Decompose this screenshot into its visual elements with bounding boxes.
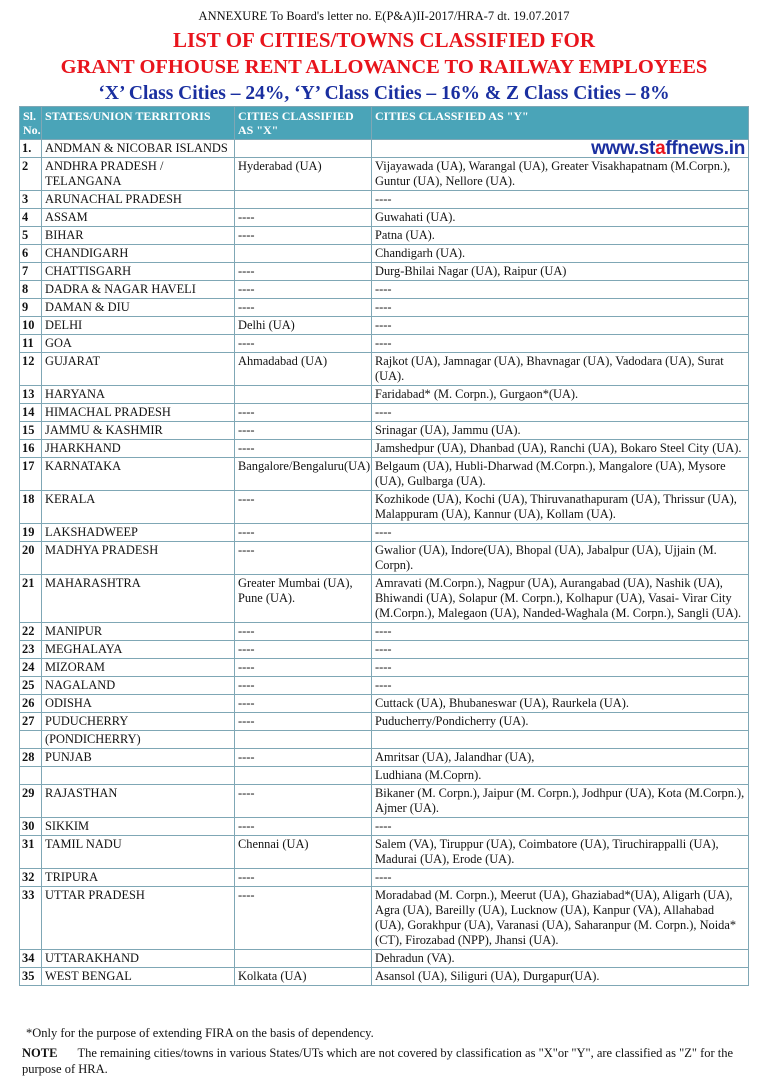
header-state: STATES/UNION TERRITORIS bbox=[42, 107, 235, 140]
table-row bbox=[20, 542, 749, 575]
table-row bbox=[20, 968, 749, 986]
table-row bbox=[20, 767, 749, 785]
row-x-cities: ---- bbox=[235, 335, 372, 353]
row-x-cities: ---- bbox=[235, 263, 372, 281]
row-x-cities bbox=[235, 767, 372, 785]
row-y-cities: ---- bbox=[372, 299, 749, 317]
row-y-cities: ---- bbox=[372, 869, 749, 887]
row-y-cities: Amritsar (UA), Jalandhar (UA), bbox=[372, 749, 749, 767]
row-sl-no: 8 bbox=[20, 281, 42, 299]
row-sl-no: 22 bbox=[20, 623, 42, 641]
row-state: ODISHA bbox=[42, 695, 235, 713]
row-y-cities: Kozhikode (UA), Kochi (UA), Thiruvanathapuram (UA), Thrissur (UA), Malappuram (UA), Kannur (UA), Kollam (UA). bbox=[372, 491, 749, 524]
row-y-cities: Faridabad* (M. Corpn.), Gurgaon*(UA). bbox=[372, 386, 749, 404]
row-sl-no: 11 bbox=[20, 335, 42, 353]
row-sl-no: 23 bbox=[20, 641, 42, 659]
row-state: GUJARAT bbox=[42, 353, 235, 386]
row-x-cities: ---- bbox=[235, 641, 372, 659]
table-row bbox=[20, 263, 749, 281]
row-sl-no: 21 bbox=[20, 575, 42, 623]
row-y-cities: Salem (VA), Tiruppur (UA), Coimbatore (UA), Tiruchirappalli (UA), Madurai (UA), Erode (UA). bbox=[372, 836, 749, 869]
row-sl-no: 28 bbox=[20, 749, 42, 767]
row-y-cities: Guwahati (UA). bbox=[372, 209, 749, 227]
row-state: ANDHRA PRADESH / TELANGANA bbox=[42, 158, 235, 191]
annexure-reference: ANNEXURE To Board's letter no. E(P&A)II-2017/HRA-7 dt. 19.07.2017 bbox=[198, 9, 570, 23]
row-sl-no bbox=[20, 767, 42, 785]
row-sl-no: 7 bbox=[20, 263, 42, 281]
watermark-prefix: www.st bbox=[591, 138, 656, 159]
table-row bbox=[20, 677, 749, 695]
table-row bbox=[20, 191, 749, 209]
row-y-cities: ---- bbox=[372, 191, 749, 209]
row-state: MEGHALAYA bbox=[42, 641, 235, 659]
row-x-cities: Delhi (UA) bbox=[235, 317, 372, 335]
table-row bbox=[20, 353, 749, 386]
row-state bbox=[42, 767, 235, 785]
row-y-cities: Durg-Bhilai Nagar (UA), Raipur (UA) bbox=[372, 263, 749, 281]
table-row bbox=[20, 659, 749, 677]
table-row bbox=[20, 623, 749, 641]
row-x-cities: Greater Mumbai (UA), Pune (UA). bbox=[235, 575, 372, 623]
row-state: WEST BENGAL bbox=[42, 968, 235, 986]
row-x-cities: ---- bbox=[235, 281, 372, 299]
table-row bbox=[20, 818, 749, 836]
row-x-cities: ---- bbox=[235, 623, 372, 641]
row-state: NAGALAND bbox=[42, 677, 235, 695]
watermark-mid: a bbox=[655, 138, 666, 159]
row-sl-no: 27 bbox=[20, 713, 42, 731]
row-x-cities bbox=[235, 191, 372, 209]
table-header-row bbox=[20, 107, 749, 140]
row-y-cities: Rajkot (UA), Jamnagar (UA), Bhavnagar (UA), Vadodara (UA), Surat (UA). bbox=[372, 353, 749, 386]
row-x-cities: ---- bbox=[235, 749, 372, 767]
row-sl-no: 34 bbox=[20, 950, 42, 968]
row-state: UTTAR PRADESH bbox=[42, 887, 235, 950]
row-sl-no: 15 bbox=[20, 422, 42, 440]
table-row bbox=[20, 869, 749, 887]
row-y-cities: Vijayawada (UA), Warangal (UA), Greater Visakhapatnam (M.Corpn.), Guntur (UA), Nellore (UA). bbox=[372, 158, 749, 191]
row-sl-no: 16 bbox=[20, 440, 42, 458]
row-y-cities: Ludhiana (M.Coprn). bbox=[372, 767, 749, 785]
title-line-1: LIST OF CITIES/TOWNS CLASSIFIED FOR bbox=[172, 28, 596, 52]
row-y-cities: ---- bbox=[372, 818, 749, 836]
row-state: ASSAM bbox=[42, 209, 235, 227]
row-state: LAKSHADWEEP bbox=[42, 524, 235, 542]
row-state: DELHI bbox=[42, 317, 235, 335]
row-x-cities bbox=[235, 140, 372, 158]
row-state: KERALA bbox=[42, 491, 235, 524]
row-y-cities: Cuttack (UA), Bhubaneswar (UA), Raurkela (UA). bbox=[372, 695, 749, 713]
table-row bbox=[20, 227, 749, 245]
row-state: UTTARAKHAND bbox=[42, 950, 235, 968]
row-x-cities: ---- bbox=[235, 209, 372, 227]
row-state: PUDUCHERRY bbox=[42, 713, 235, 731]
row-y-cities: Patna (UA). bbox=[372, 227, 749, 245]
row-y-cities: Belgaum (UA), Hubli-Dharwad (M.Corpn.), Mangalore (UA), Mysore (UA), Gulbarga (UA). bbox=[372, 458, 749, 491]
footnote: *Only for the purpose of extending FIRA on the basis of dependency. bbox=[26, 1026, 374, 1040]
row-x-cities bbox=[235, 950, 372, 968]
row-sl-no: 32 bbox=[20, 869, 42, 887]
row-x-cities: Ahmadabad (UA) bbox=[235, 353, 372, 386]
table-row bbox=[20, 281, 749, 299]
row-y-cities: ---- bbox=[372, 659, 749, 677]
row-state: HIMACHAL PRADESH bbox=[42, 404, 235, 422]
note-label: NOTE bbox=[22, 1046, 58, 1060]
row-state: DAMAN & DIU bbox=[42, 299, 235, 317]
row-y-cities bbox=[372, 731, 749, 749]
row-sl-no: 2 bbox=[20, 158, 42, 191]
row-x-cities: Bangalore/Bengaluru(UA) bbox=[235, 458, 372, 491]
row-x-cities: ---- bbox=[235, 713, 372, 731]
row-y-cities: Gwalior (UA), Indore(UA), Bhopal (UA), Jabalpur (UA), Ujjain (M. Corpn). bbox=[372, 542, 749, 575]
row-y-cities: Moradabad (M. Corpn.), Meerut (UA), Ghaziabad*(UA), Aligarh (UA), Agra (UA), Bareilly (UA), Lucknow (UA), Kanpur (VA), Allahabad (UA), Gorakhpur (UA), Varanasi (UA), Saharanpur (M. Corpn.), Noida* (CT), Firozabad (NPP), Jhansi (UA). bbox=[372, 887, 749, 950]
row-state: JHARKHAND bbox=[42, 440, 235, 458]
row-x-cities: ---- bbox=[235, 440, 372, 458]
row-state: MANIPUR bbox=[42, 623, 235, 641]
row-sl-no: 5 bbox=[20, 227, 42, 245]
row-y-cities: ---- bbox=[372, 317, 749, 335]
row-sl-no: 20 bbox=[20, 542, 42, 575]
table-row bbox=[20, 950, 749, 968]
row-sl-no: 12 bbox=[20, 353, 42, 386]
title-line-3: ‘X’ Class Cities – 24%, ‘Y’ Class Cities – 16% & Z Class Cities – 8% bbox=[98, 83, 670, 104]
row-state: CHANDIGARH bbox=[42, 245, 235, 263]
row-state: RAJASTHAN bbox=[42, 785, 235, 818]
row-state: GOA bbox=[42, 335, 235, 353]
row-state: ARUNACHAL PRADESH bbox=[42, 191, 235, 209]
table-row bbox=[20, 836, 749, 869]
table-row bbox=[20, 422, 749, 440]
header-sl-no: Sl. No. bbox=[20, 107, 42, 140]
row-sl-no: 4 bbox=[20, 209, 42, 227]
row-state: PUNJAB bbox=[42, 749, 235, 767]
row-y-cities: Bikaner (M. Corpn.), Jaipur (M. Corpn.), Jodhpur (UA), Kota (M.Corpn.), Ajmer (UA). bbox=[372, 785, 749, 818]
table-row bbox=[20, 209, 749, 227]
row-state: ANDMAN & NICOBAR ISLANDS bbox=[42, 140, 235, 158]
row-y-cities: ---- bbox=[372, 281, 749, 299]
row-x-cities bbox=[235, 386, 372, 404]
row-sl-no: 30 bbox=[20, 818, 42, 836]
table-row bbox=[20, 458, 749, 491]
row-sl-no: 25 bbox=[20, 677, 42, 695]
row-state: JAMMU & KASHMIR bbox=[42, 422, 235, 440]
table-row bbox=[20, 386, 749, 404]
row-y-cities: ---- bbox=[372, 335, 749, 353]
table-row bbox=[20, 404, 749, 422]
row-x-cities: Hyderabad (UA) bbox=[235, 158, 372, 191]
row-sl-no: 29 bbox=[20, 785, 42, 818]
row-y-cities: Dehradun (VA). bbox=[372, 950, 749, 968]
note-text: The remaining cities/towns in various States/UTs which are not covered by classification as "X"or "Y", are classified as "Z" for the purpose of HRA. bbox=[22, 1046, 734, 1076]
row-sl-no: 13 bbox=[20, 386, 42, 404]
row-y-cities: Asansol (UA), Siliguri (UA), Durgapur(UA). bbox=[372, 968, 749, 986]
row-state: SIKKIM bbox=[42, 818, 235, 836]
table-row bbox=[20, 158, 749, 191]
table-row bbox=[20, 245, 749, 263]
table-row bbox=[20, 731, 749, 749]
header-y-cities: CITIES CLASSFIED AS "Y" bbox=[372, 107, 749, 140]
row-sl-no: 6 bbox=[20, 245, 42, 263]
table-row bbox=[20, 575, 749, 623]
table-row bbox=[20, 299, 749, 317]
row-sl-no: 9 bbox=[20, 299, 42, 317]
hra-city-table bbox=[19, 106, 749, 986]
row-y-cities: ---- bbox=[372, 677, 749, 695]
row-sl-no: 31 bbox=[20, 836, 42, 869]
row-y-cities: Puducherry/Pondicherry (UA). bbox=[372, 713, 749, 731]
row-y-cities: Chandigarh (UA). bbox=[372, 245, 749, 263]
row-x-cities: Kolkata (UA) bbox=[235, 968, 372, 986]
row-sl-no: 3 bbox=[20, 191, 42, 209]
row-y-cities: Jamshedpur (UA), Dhanbad (UA), Ranchi (UA), Bokaro Steel City (UA). bbox=[372, 440, 749, 458]
table-row bbox=[20, 887, 749, 950]
title-line-2: GRANT OFHOUSE RENT ALLOWANCE TO RAILWAY EMPLOYEES bbox=[60, 56, 708, 78]
row-y-cities: ---- bbox=[372, 404, 749, 422]
row-x-cities: ---- bbox=[235, 524, 372, 542]
row-x-cities: ---- bbox=[235, 785, 372, 818]
row-state: MADHYA PRADESH bbox=[42, 542, 235, 575]
row-x-cities: ---- bbox=[235, 887, 372, 950]
watermark-suffix: ffnews.in bbox=[665, 138, 745, 159]
row-x-cities: ---- bbox=[235, 677, 372, 695]
row-sl-no: 35 bbox=[20, 968, 42, 986]
row-x-cities bbox=[235, 245, 372, 263]
row-x-cities: ---- bbox=[235, 542, 372, 575]
row-x-cities: ---- bbox=[235, 227, 372, 245]
table-row bbox=[20, 695, 749, 713]
row-x-cities: Chennai (UA) bbox=[235, 836, 372, 869]
row-x-cities: ---- bbox=[235, 491, 372, 524]
row-y-cities: ---- bbox=[372, 623, 749, 641]
row-sl-no: 18 bbox=[20, 491, 42, 524]
table-row bbox=[20, 491, 749, 524]
row-sl-no: 24 bbox=[20, 659, 42, 677]
row-sl-no: 33 bbox=[20, 887, 42, 950]
table-row bbox=[20, 749, 749, 767]
row-x-cities bbox=[235, 731, 372, 749]
row-state: HARYANA bbox=[42, 386, 235, 404]
row-y-cities: Amravati (M.Corpn.), Nagpur (UA), Aurangabad (UA), Nashik (UA), Bhiwandi (UA), Solapur (M. Corpn.), Kolhapur (UA), Vasai- Virar City (M.Corpn.), Malegaon (UA), Nanded-Waghala (M. Corpn.), Sangli (UA). bbox=[372, 575, 749, 623]
table-row bbox=[20, 785, 749, 818]
row-sl-no: 10 bbox=[20, 317, 42, 335]
row-state: TAMIL NADU bbox=[42, 836, 235, 869]
row-state: DADRA & NAGAR HAVELI bbox=[42, 281, 235, 299]
row-state: TRIPURA bbox=[42, 869, 235, 887]
table-body bbox=[20, 140, 749, 986]
row-sl-no: 14 bbox=[20, 404, 42, 422]
header-x-cities: CITIES CLASSIFIED AS "X" bbox=[235, 107, 372, 140]
row-x-cities: ---- bbox=[235, 695, 372, 713]
note bbox=[22, 1046, 750, 1077]
table-row bbox=[20, 335, 749, 353]
table-row bbox=[20, 140, 749, 158]
row-state: CHATTISGARH bbox=[42, 263, 235, 281]
row-state: BIHAR bbox=[42, 227, 235, 245]
table-row bbox=[20, 317, 749, 335]
row-state: (PONDICHERRY) bbox=[42, 731, 235, 749]
row-x-cities: ---- bbox=[235, 404, 372, 422]
table-row bbox=[20, 713, 749, 731]
table-row bbox=[20, 440, 749, 458]
row-sl-no bbox=[20, 731, 42, 749]
row-y-cities: ---- bbox=[372, 524, 749, 542]
row-sl-no: 17 bbox=[20, 458, 42, 491]
row-x-cities: ---- bbox=[235, 659, 372, 677]
row-state: MIZORAM bbox=[42, 659, 235, 677]
row-x-cities: ---- bbox=[235, 422, 372, 440]
table-row bbox=[20, 524, 749, 542]
row-sl-no: 19 bbox=[20, 524, 42, 542]
watermark bbox=[372, 140, 749, 158]
row-y-cities: ---- bbox=[372, 641, 749, 659]
row-sl-no: 26 bbox=[20, 695, 42, 713]
row-state: KARNATAKA bbox=[42, 458, 235, 491]
row-x-cities: ---- bbox=[235, 818, 372, 836]
table-row bbox=[20, 641, 749, 659]
row-sl-no: 1. bbox=[20, 140, 42, 158]
row-x-cities: ---- bbox=[235, 869, 372, 887]
row-x-cities: ---- bbox=[235, 299, 372, 317]
row-y-cities: Srinagar (UA), Jammu (UA). bbox=[372, 422, 749, 440]
row-state: MAHARASHTRA bbox=[42, 575, 235, 623]
